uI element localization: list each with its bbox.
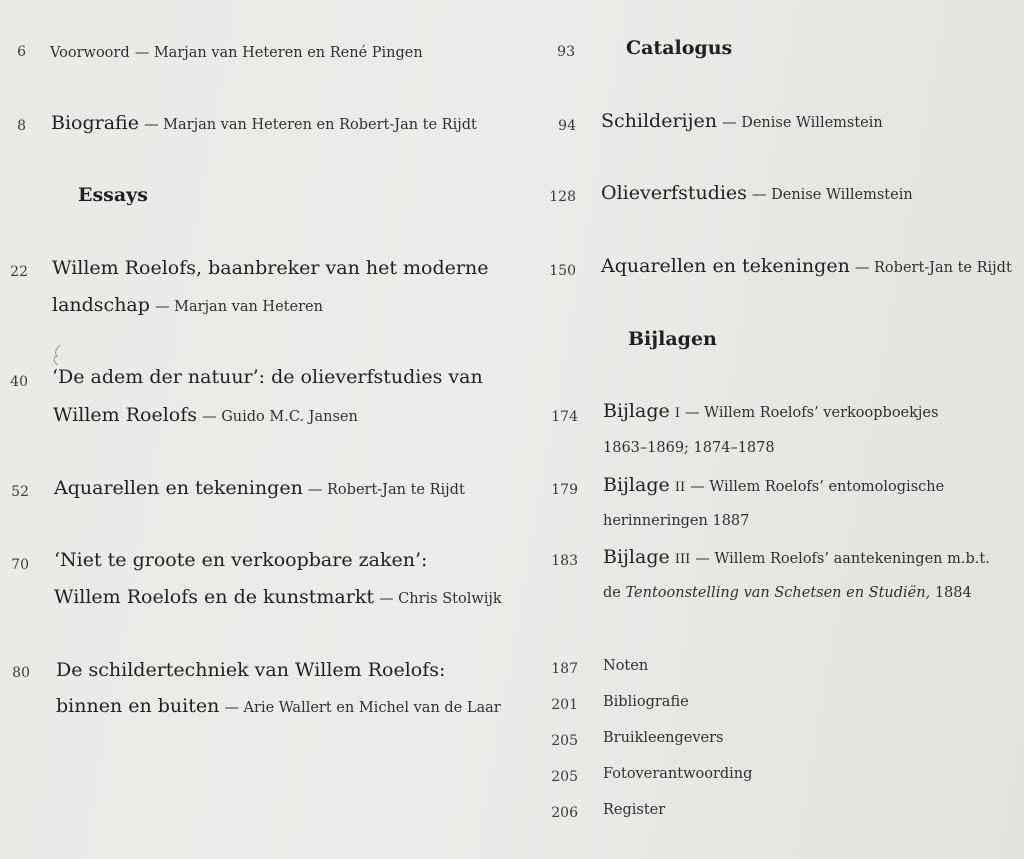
- toc-entry-catalog[interactable]: [601, 255, 1012, 277]
- toc-entry-bijlage[interactable]: [603, 474, 944, 496]
- toc-entry-backmatter[interactable]: Fotoverantwoording: [603, 766, 753, 782]
- entry-author: — Robert-Jan te Rijdt: [854, 260, 1012, 276]
- entry-title: Bijlage: [603, 546, 670, 568]
- entry-title: Schilderijen: [601, 110, 717, 132]
- page-number: 94: [558, 118, 576, 134]
- entry-author: — Arie Wallert en Michel van de Laar: [224, 700, 501, 716]
- entry-title: Aquarellen en tekeningen: [601, 255, 850, 277]
- entry-title-cont: Willem Roelofs: [53, 404, 198, 426]
- page-number: 8: [17, 118, 26, 134]
- toc-entry-backmatter[interactable]: Noten: [603, 658, 649, 674]
- toc-entry-essay-line2: [56, 695, 501, 717]
- text-suffix: 1884: [934, 585, 972, 601]
- text-prefix: de: [603, 585, 621, 601]
- entry-author: — Robert-Jan te Rijdt: [307, 482, 465, 498]
- entry-author: — Denise Willemstein: [752, 187, 913, 203]
- entry-description: — Willem Roelofs’ aantekeningen m.b.t.: [695, 551, 990, 567]
- entry-numeral: ii: [674, 474, 686, 496]
- page-number: 187: [551, 661, 578, 677]
- toc-entry-bijlage[interactable]: [603, 546, 990, 568]
- toc-entry-biografie[interactable]: [51, 112, 477, 134]
- entry-title: Aquarellen en tekeningen: [54, 477, 303, 499]
- page-number: 22: [10, 264, 28, 280]
- entry-title: Biografie: [51, 112, 139, 134]
- toc-entry-catalog[interactable]: [601, 110, 883, 132]
- page-number: 205: [551, 733, 578, 749]
- entry-description-cont: [603, 585, 972, 601]
- page-number: 205: [551, 769, 578, 785]
- page-number: 183: [551, 553, 578, 569]
- entry-title-cont: binnen en buiten: [56, 695, 220, 717]
- entry-author: — Guido M.C. Jansen: [202, 409, 358, 425]
- entry-description-cont: herinneringen 1887: [603, 513, 750, 529]
- entry-description-cont: 1863–1869; 1874–1878: [603, 440, 775, 456]
- toc-entry-backmatter[interactable]: Bruikleengevers: [603, 730, 724, 746]
- exhibition-title: Tentoonstelling van Schetsen en Studiën,: [625, 585, 931, 601]
- entry-description: — Willem Roelofs’ verkoopboekjes: [685, 405, 939, 421]
- toc-entry-essay-line2: [52, 294, 323, 316]
- toc-entry-essay-title[interactable]: Willem Roelofs, baanbreker van het moderne: [52, 257, 489, 279]
- page-number: 52: [11, 484, 29, 500]
- page-number: 6: [17, 44, 26, 60]
- section-heading-catalogus[interactable]: Catalogus: [626, 37, 733, 59]
- page-number: 201: [551, 697, 578, 713]
- toc-entry-essay-title[interactable]: De schildertechniek van Willem Roelofs:: [56, 659, 446, 681]
- entry-title: Bijlage: [603, 400, 670, 422]
- section-heading-essays: Essays: [78, 184, 148, 206]
- page-number: 70: [11, 557, 29, 573]
- entry-title: Olieverfstudies: [601, 182, 747, 204]
- toc-entry-essay[interactable]: [54, 477, 465, 499]
- entry-numeral: i: [674, 400, 680, 422]
- entry-author: — Marjan van Heteren en René Pingen: [134, 45, 423, 61]
- entry-numeral: iii: [674, 546, 691, 568]
- toc-entry-catalog[interactable]: [601, 182, 913, 204]
- page-number: 80: [12, 665, 30, 681]
- entry-title: Voorwoord: [50, 45, 130, 61]
- page-number: 179: [551, 482, 578, 498]
- entry-title-cont: landschap: [52, 294, 150, 316]
- toc-entry-backmatter[interactable]: Bibliografie: [603, 694, 689, 710]
- page-number: 206: [551, 805, 578, 821]
- entry-author: — Chris Stolwijk: [379, 591, 502, 607]
- entry-author: — Marjan van Heteren: [155, 299, 323, 315]
- entry-title: Bijlage: [603, 474, 670, 496]
- toc-entry-backmatter[interactable]: Register: [603, 802, 666, 818]
- page-number: 150: [549, 263, 576, 279]
- section-heading-bijlagen: Bijlagen: [628, 328, 717, 350]
- entry-title-cont: Willem Roelofs en de kunstmarkt: [54, 586, 374, 608]
- page-number: 128: [549, 189, 576, 205]
- page-number: 93: [557, 44, 575, 60]
- toc-entry-voorwoord[interactable]: [50, 42, 423, 61]
- entry-author: — Marjan van Heteren en Robert-Jan te Rijdt: [144, 117, 477, 133]
- page-number: 40: [10, 374, 28, 390]
- entry-author: — Denise Willemstein: [722, 115, 883, 131]
- entry-description: — Willem Roelofs’ entomologische: [690, 479, 945, 495]
- toc-entry-bijlage[interactable]: [603, 400, 938, 422]
- page-number: 174: [551, 409, 578, 425]
- toc-entry-essay-line2: [54, 586, 502, 608]
- toc-entry-essay-title[interactable]: ‘De adem der natuur’: de olieverfstudies van: [52, 366, 483, 388]
- toc-entry-essay-title[interactable]: ‘Niet te groote en verkoopbare zaken’:: [54, 549, 428, 571]
- toc-entry-essay-line2: [53, 404, 358, 426]
